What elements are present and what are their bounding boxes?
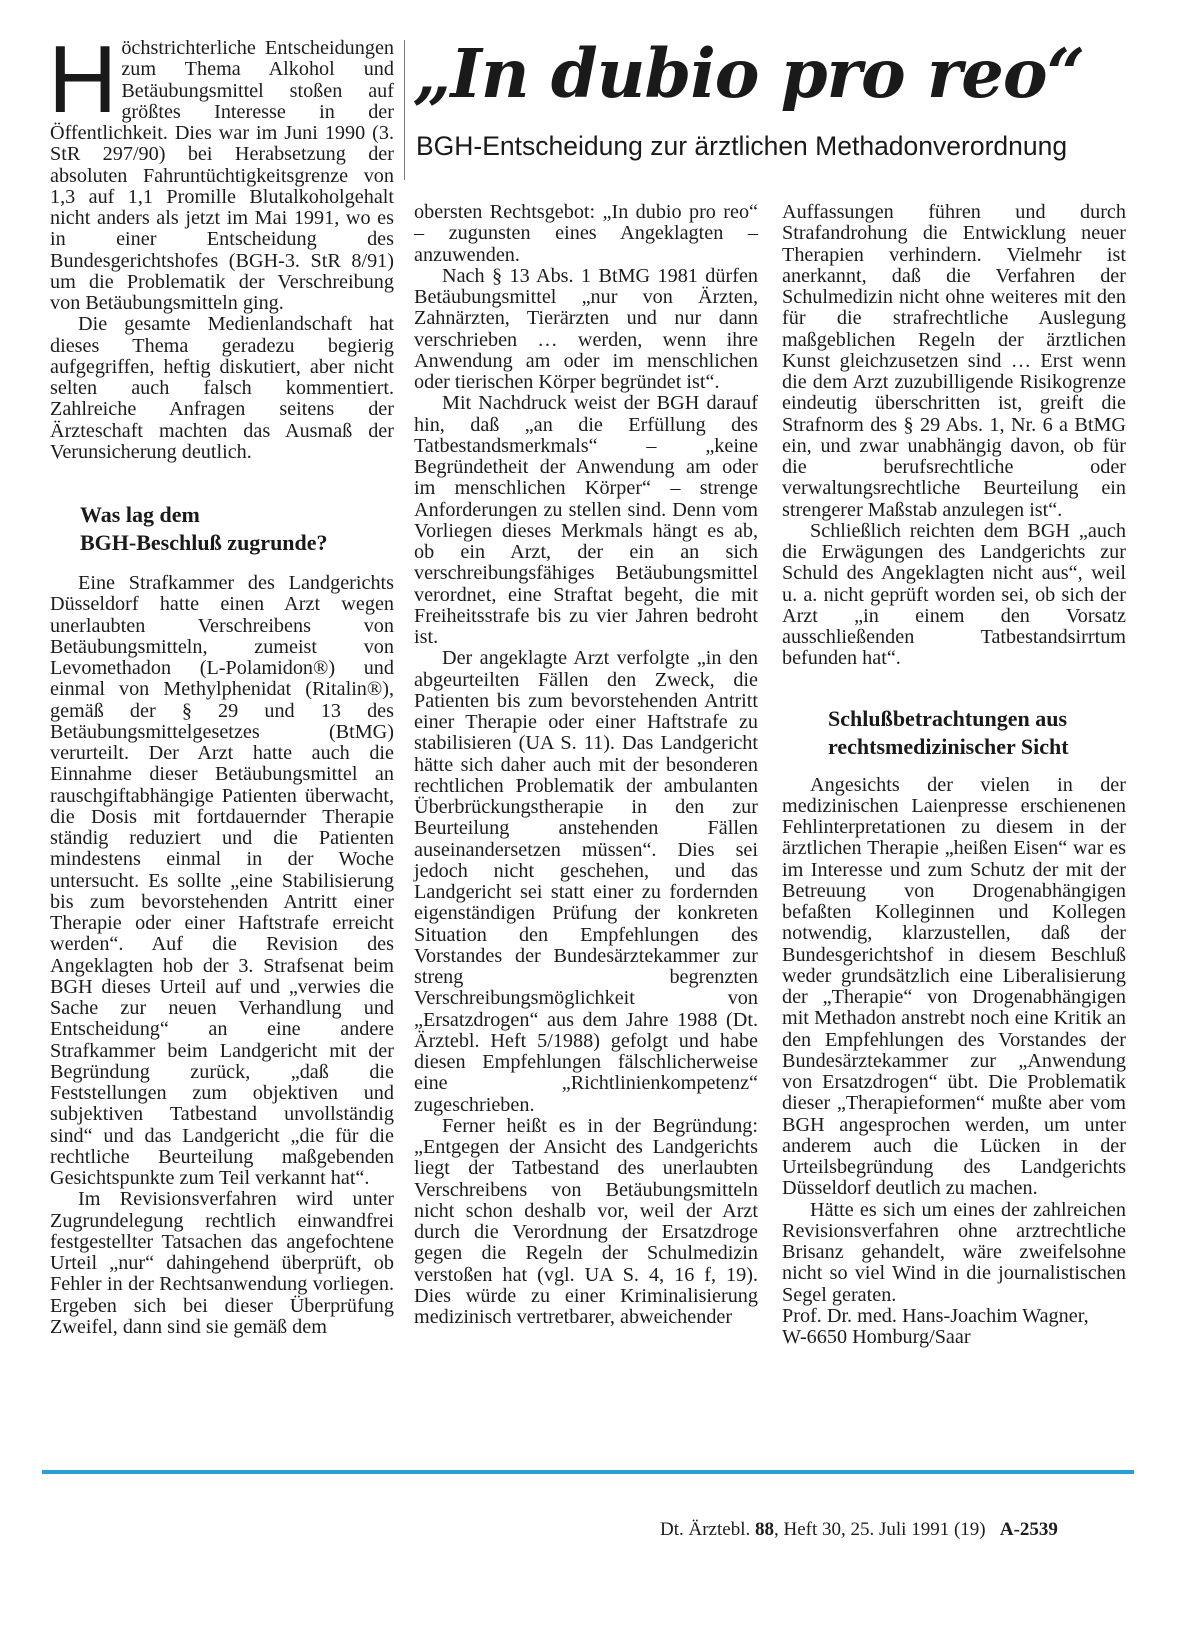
paragraph: Mit Nachdruck weist der BGH darauf hin, daß „an die Erfüllung des Tatbestandsmerkmals“ – „keine Begründetheit der Anwendung am oder im menschlichen Körper“ – strenge Anforderungen zu stellen sind. Denn vom Vorliegen dieses Merkmals hängt es ab, ob ein Arzt, der ein an sich verschreibungsfähiges Betäubungsmittel verordnet, eine Straftat begeht, die mit Freiheitsstrafe bis zu vier Jahren bedroht ist.: [414, 392, 758, 648]
journal-volume: 88: [754, 1519, 774, 1540]
paragraph: Eine Strafkammer des Landgerichts Düsseldorf hatte einen Arzt wegen unerlaubten Verschreibens von Betäubungsmitteln, zumeist von Levomethadon (L-Polamidon®) und einmal von Methylphenidat (Ritalin®), gemäß der § 29 und 13 des Betäubungsmittelgesetzes (BtMG) verurteilt. Der Arzt hatte auch die Einnahme dieser Betäubungsmittel an rauschgiftabhängige Patienten überwacht, die Dosis mit fortdauernder Therapie ständig reduziert und die Patienten mindestens einmal in der Woche untersucht. Es sollte „eine Stabilisierung bis zum bevorstehenden Antritt einer Therapie oder einer Haftstrafe erreicht werden“. Auf die Revision des Angeklagten hob der 3. Strafsenat beim BGH dieses Urteil auf und „verwies die Sache zur neuen Verhandlung und Entscheidung“ an eine andere Strafkammer beim Landgericht mit der Begründung zurück, „daß die Feststellungen zum objektiven und subjektiven Tatbestand unvollständig sind“ und das Landgericht „die für die rechtliche Beurteilung maßgebenden Gesichtspunkte zum Teil verkannt hat“.: [50, 572, 394, 1189]
paragraph: obersten Rechtsgebot: „In dubio pro reo“ – zugunsten eines Angeklagten – anzuwenden.: [414, 201, 758, 266]
paragraph: Angesichts der vielen in der medizinischen Laienpresse erschienenen Fehlinterpretationen zu diesem in der ärztlichen Therapie „heißen Eisen“ war es im Interesse und zum Schutz der mit der Betreuung von Drogenabhängigen befaßten Kolleginnen und Kollegen notwendig, klarzustellen, daß der Bundesgerichtshof in diesem Beschluß weder grundsätzlich eine Liberalisierung der „Therapie“ von Drogenabhängigen mit Methadon anstrebt noch eine Kritik an den Empfehlungen des Vorstandes der Bundesärztekammer zur „Anwendung von Ersatzdrogen“ übt. Die Problematik dieser „Therapieformen“ mußte aber vom BGH angesprochen werden, um unter anderem auch die Lücken in der Urteilsbegründung des Landgerichts Düsseldorf deutlich zu machen.: [782, 773, 1126, 1200]
paragraph: Auffassungen führen und durch Strafandrohung die Entwicklung neuer Therapien verhindern. Vielmehr ist anerkannt, daß die Verfahren der Schulmedizin nicht ohne weiteres mit den für die strafrechtliche Auslegung maßgeblichen Regeln der ärztlichen Kunst gleichzusetzen sind … Erst wenn die dem Arzt zuzubilligende Risikogrenze eindeutig überschritten ist, greift die Strafnorm des § 29 Abs. 1, Nr. 6 a BtMG ein, und zwar unabhängig davon, ob für die berufsrechtliche oder verwaltungsrechtliche Beurteilung ein strengerer Maßstab anzulegen ist“.: [782, 201, 1126, 521]
article-subtitle: BGH-Entscheidung zur ärztlichen Methadonverordnung: [416, 131, 1068, 161]
section-heading: [80, 501, 394, 557]
paragraph: Hätte es sich um eines der zahlreichen Revisionsverfahren ohne arztrechtliche Brisanz gehandelt, wäre zweifelsohne nicht so viel Wind in die journalistischen Segel geraten.: [782, 1198, 1126, 1306]
author-line: Prof. Dr. med. Hans-Joachim Wagner,: [782, 1304, 1089, 1327]
author-address: W-6650 Homburg/Saar: [782, 1326, 971, 1348]
heading-line: rechtsmedizinischer Sicht: [828, 733, 1069, 759]
paragraph: Die gesamte Medienlandschaft hat dieses Thema geradezu begierig aufgegriffen, heftig diskutiert, aber nicht selten auch falsch kommentiert. Zahlreiche Anfragen seitens der Ärzteschaft machten das Ausmaß der Verunsicherung deutlich.: [50, 313, 394, 463]
column-divider: [404, 40, 405, 180]
page-number: A-2539: [999, 1519, 1058, 1540]
heading-line: Schlußbetrachtungen aus: [828, 705, 1068, 731]
paragraph: Nach § 13 Abs. 1 BtMG 1981 dürfen Betäubungsmittel „nur von Ärzten, Zahnärzten, Tierärzten und nur dann verschrieben … werden, wenn ihre Anwendung am oder im menschlichen oder tierischen Körper begründet ist“.: [414, 264, 758, 393]
page-footer: [660, 1518, 1140, 1542]
paragraph: Im Revisionsverfahren wird unter Zugrundelegung rechtlich einwandfrei festgestellter Tatsachen das angefochtene Urteil „nur“ dahingehend überprüft, ob Fehler in der Rechtsanwendung vorliegen. Ergeben sich bei dieser Überprüfung Zweifel, dann sind sie gemäß dem: [50, 1188, 394, 1338]
intro-text: öchstrichterliche Entscheidungen zum Thema Alkohol und Betäubungsmittel stoßen auf größtes Interesse in der Öffentlichkeit. Dies war im Juni 1990 (3. StR 297/90) bei Herabsetzung der absoluten Fahruntüchtigkeitsgrenze von 1,3 auf 1,1 Promille Blutalkoholgehalt nicht anders als jetzt im Mai 1991, wo es in einer Entscheidung des Bundesgerichtshofes (BGH-3. StR 8/91) um die Problematik der Verschreibung von Betäubungsmitteln ging.: [50, 37, 394, 314]
paragraph: Schließlich reichten dem BGH „auch die Erwägungen des Landgerichts zur Schuld des Angeklagten nicht aus“, weil u. a. nicht geprüft worden sei, ob sich der Arzt „in einem den Vorsatz ausschließenden Tatbestandsirrtum befunden hat“.: [782, 519, 1126, 670]
heading-line: Was lag dem: [80, 502, 200, 527]
footer-rule: [42, 1470, 1134, 1474]
drop-cap: H: [48, 26, 118, 133]
column-2: [414, 202, 758, 1328]
article-title: „In dubio pro reo“: [413, 34, 1085, 113]
section-heading: [828, 705, 1126, 761]
column-3: [782, 202, 1126, 1348]
journal-issue: , Heft 30, 25. Juli 1991 (19): [773, 1519, 986, 1540]
paragraph: Ferner heißt es in der Begründung: „Entgegen der Ansicht des Landgerichts liegt der Tatbestand des unerlaubten Verschreibens von Betäubungsmitteln nicht schon deshalb vor, weil der Arzt durch die Verordnung der Ersatzdroge gegen die Regeln der Schulmedizin verstoßen hat (vgl. UA S. 4, 16 f, 19). Dies würde zu einer Kriminalisierung medizinisch vertretbarer, abweichender: [414, 1114, 758, 1328]
heading-line: BGH-Beschluß zugrunde?: [80, 530, 328, 555]
column-1: [48, 26, 394, 1338]
journal-name: Dt. Ärztebl.: [660, 1519, 751, 1540]
paragraph: Der angeklagte Arzt verfolgte „in den abgeurteilten Fällen den Zweck, die Patienten bis zum bevorstehenden Antritt einer Therapie oder einer Haftstrafe zu stabilisieren (UA S. 11). Das Landgericht hätte sich daher auch mit der besonderen rechtlichen Problematik der ambulanten Überbrückungstherapie in den zur Beurteilung anstehenden Fällen auseinandersetzen müssen“. Dies sei jedoch nicht geschehen, und das Landgericht sei statt einer zu fordernden eigenständigen Prüfung der konkreten Situation den Empfehlungen des Vorstandes der Bundesärztekammer zur streng begrenzten Verschreibungsmöglichkeit von „Ersatzdrogen“ aus dem Jahre 1988 (Dt. Ärztebl. Heft 5/1988) gefolgt und habe diesen Empfehlungen fälschlicherweise eine „Richtlinienkompetenz“ zugeschrieben.: [414, 647, 758, 1116]
intro-paragraph: [48, 26, 394, 314]
